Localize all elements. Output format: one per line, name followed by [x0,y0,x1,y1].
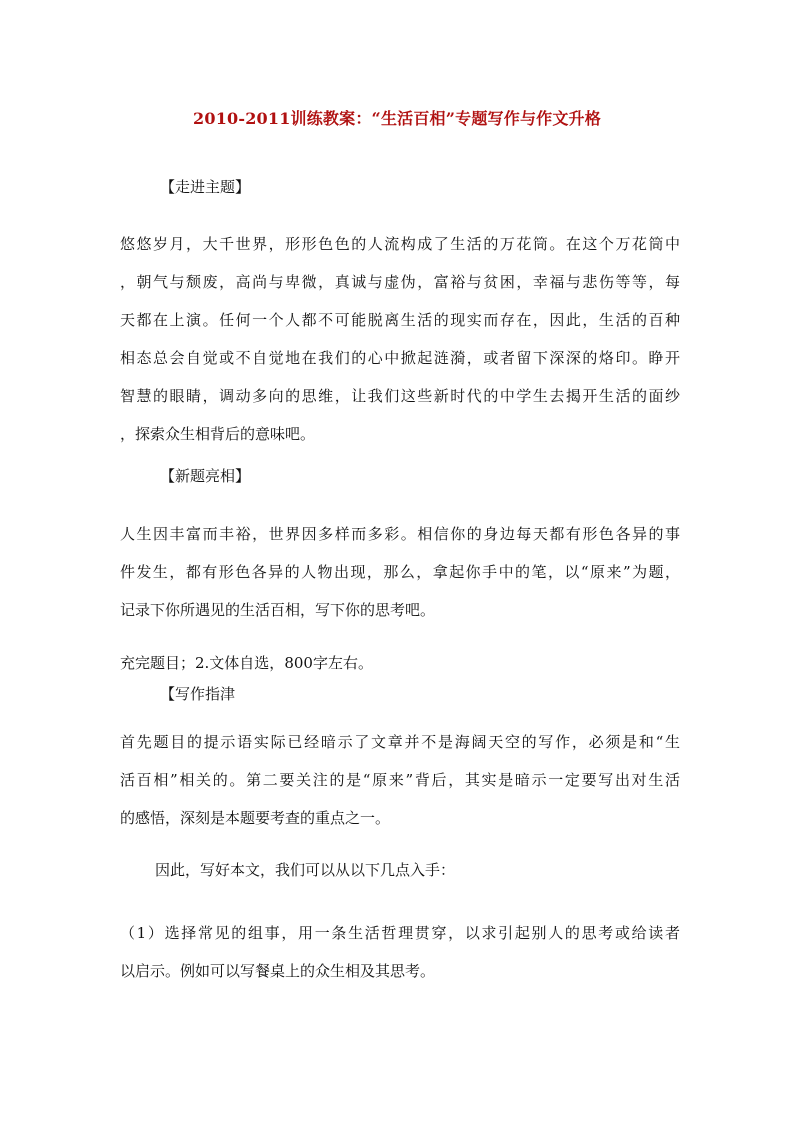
section-heading-theme: 【走进主题】 [160,178,251,196]
paragraph-line: 智慧的眼睛，调动多向的思维，让我们这些新时代的中学生去揭开生活的面纱 [120,387,680,405]
section-heading-new-topic: 【新题亮相】 [160,467,251,485]
paragraph-new-topic [120,515,680,629]
paragraph-line: ，朝气与颓废，高尚与卑微，真诚与虚伪，富裕与贫困，幸福与悲伤等等，每 [120,273,680,291]
paragraph-point-1 [120,914,680,990]
section-heading-writing-guide: 【写作指津 [160,685,236,703]
paragraph-line: 相态总会自觉或不自觉地在我们的心中掀起涟漪，或者留下深深的烙印。睁开 [120,349,680,367]
paragraph-line: 人生因丰富而丰裕，世界因多样而多彩。相信你的身边每天都有形色各异的事 [120,525,680,543]
paragraph-line: 记录下你所遇见的生活百相，写下你的思考吧。 [120,601,436,619]
paragraph-line: 活百相”相关的。第二要关注的是“原来”背后，其实是暗示一定要写出对生活 [120,771,680,789]
paragraph-line: 天都在上演。任何一个人都不可能脱离生活的现实而存在，因此，生活的百种 [120,311,680,329]
paragraph-line: ，探索众生相背后的意味吧。 [120,425,316,443]
paragraph-line: 首先题目的提示语实际已经暗示了文章并不是海阔天空的写作，必须是和“生 [120,733,680,751]
paragraph-line: 以启示。例如可以写餐桌上的众生相及其思考。 [120,962,436,980]
paragraph-line: （1）选择常见的组事，用一条生活哲理贯穿，以求引起别人的思考或给读者 [120,924,680,942]
paragraph-writing-guide [120,723,680,837]
paragraph-line: 件发生，都有形色各异的人物出现，那么，拿起你手中的笔，以“原来”为题， [120,563,680,581]
paragraph-line: 悠悠岁月，大千世界，形形色色的人流构成了生活的万花筒。在这个万花筒中 [120,235,680,253]
paragraph-line: 的感悟，深刻是本题要考查的重点之一。 [120,809,391,827]
requirement-text: 充完题目；2.文体自选，800字左右。 [120,654,373,672]
document-title: 2010-2011训练教案：“生活百相”专题写作与作文升格 [193,109,601,128]
intro-text: 因此，写好本文，我们可以从以下几点入手： [155,861,456,879]
paragraph-theme [120,225,680,453]
